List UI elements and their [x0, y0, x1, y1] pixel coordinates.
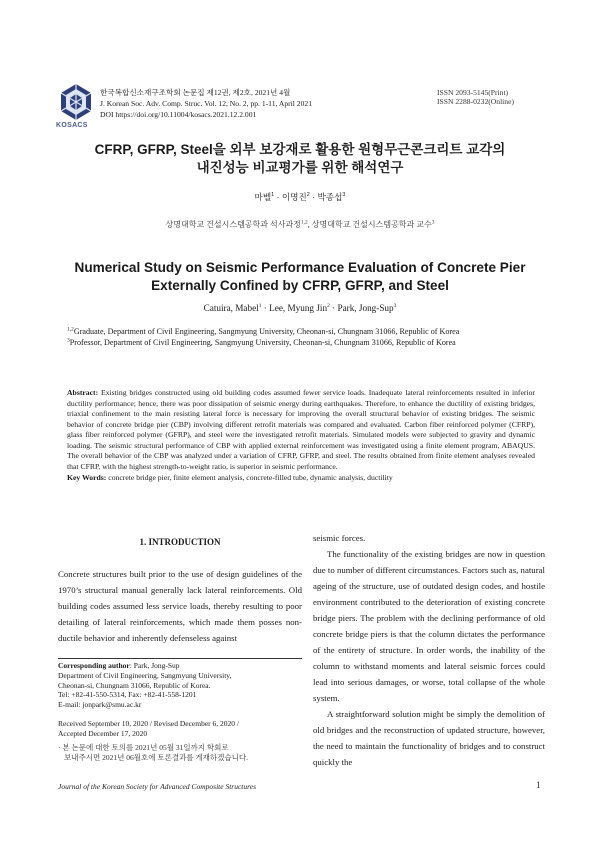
footer-journal-name: Journal of the Korean Society for Advanced Composite Structures [58, 782, 257, 791]
doi-line[interactable]: DOI https://doi.org/10.11004/kosacs.2021.12.2.001 [100, 110, 257, 119]
discussion-note: · 본 논문에 대한 토의를 2021년 05월 31일까지 학회로 보내주시면 2021년 06월호에 토론결과를 게재하겠습니다. [58, 743, 249, 762]
intro-paragraph-1: Concrete structures built prior to the use of design guidelines of the 1970’s structural manual generally lack lateral reinforcements. Old building codes assumed less service loads, thereby resulting to poor detailing of lateral reinforcements, which made them posses non-ductile behavior and inherently defenseless against [58, 569, 302, 643]
journal-korean-line: 한국복합신소재구조학회 논문집 제12권, 제2호, 2021년 4월 [100, 88, 291, 97]
kosacs-logo-icon [58, 82, 94, 122]
intro-right-column [313, 530, 545, 770]
issn-online: ISSN 2288-0232(Online) [437, 97, 514, 106]
issn-print: ISSN 2093-5145(Print) [437, 88, 509, 97]
keywords-text: concrete bridge pier, finite element analysis, concrete-filled tube, dynamic analysis, ductility [108, 473, 393, 482]
footnote-divider [58, 658, 302, 659]
english-author-3: Park, Jong-Sup [337, 303, 394, 313]
intro-paragraph-1-end: seismic forces. [313, 533, 366, 543]
intro-paragraph-3: A straightforward solution might be simply the demolition of old bridges and the reconstruction of updated structure, however, the need to maintain the functionality of bridges and to construct quickly the [313, 709, 545, 767]
corresponding-email[interactable]: E-mail: jonpark@smu.ac.kr [58, 700, 142, 710]
journal-citation-line: J. Korean Soc. Adv. Comp. Struc. Vol. 12, No. 2, pp. 1-11, April 2021 [100, 99, 312, 108]
korean-author-2: 이명진 [281, 192, 307, 202]
page-number: 1 [536, 780, 541, 790]
english-title-line2: Externally Confined by CFRP, GFRP, and Steel [151, 278, 449, 293]
english-author-1: Catuira, Mabel [203, 303, 259, 313]
english-affiliation-2: $^3$Professor, Department of Civil Engineering, Sangmyung University, Cheonan-si, Chungnam 31066, Republic of Korea [67, 337, 456, 347]
section-heading-introduction: 1. INTRODUCTION [139, 537, 221, 547]
korean-author-3: 박종섭 [317, 192, 343, 202]
korean-title-line2: 내진성능 비교평가를 위한 해석연구 [196, 160, 404, 175]
english-author-2: Lee, Myung Jin [269, 303, 328, 313]
kosacs-logo [58, 82, 94, 122]
keywords: Key Words: concrete bridge pier, finite element analysis, concrete-filled tube, dynamic analysis, ductility [67, 473, 393, 482]
korean-title-line1: CFRP, GFRP, Steel을 외부 보강재로 활용한 원형무근콘크리트 교각의 [94, 142, 506, 157]
english-affiliation-1: $^{1,2}$Graduate, Department of Civil Engineering, Sangmyung University, Cheonan-si, Chungnam 31066, Republic of Korea [67, 326, 460, 336]
abstract-text: Existing bridges constructed using old building codes assumed fewer service loads. Inadequate lateral reinforcements resulted in inferior ductility performance; hence, there was poor dissipation of seismic energy during earthquakes. Therefore, to enhance the ductility of existing bridges, triaxial confinement to the main resisting lateral force is necessary for improving the overall structural behavior of existing bridges. The seismic behavior of concrete bridge pier (CBP) involving different retrofit materials was compared and evaluated. Carbon fiber reinforced polymer (CFRP), glass fiber reinforced polymer (GFRP), and steel were the investigated retrofit materials. Simulated models were subjected to gravity and dynamic loading. The seismic structural performance of CBP with applied external reinforcement was investigated using a finite element program, ABAQUS. The overall behavior of the CBP was analyzed under a variation of CFRP, GFRP, and steel. The results obtained from finite element analyses revealed that CFRP, with the highest strength-to-weight ratio, is superior in seismic performance. [67, 388, 535, 471]
english-title-line1: Numerical Study on Seismic Performance Evaluation of Concrete Pier [74, 260, 526, 275]
english-authors: Catuira, Mabel$^1$ · Lee, Myung Jin$^2$ · Park, Jong-Sup$^3$ [203, 302, 397, 313]
korean-affiliation: 상명대학교 건설시스템공학과 석사과정$^{1,2}$, 상명대학교 건설시스템공학과 교수$^3$ [165, 219, 435, 229]
corresponding-author: Corresponding author: Park, Jong-Sup Department of Civil Engineering, Sangmyung University, Cheonan-si, Chungnam 31066, Republic of Korea. Tel: +82-41-550-5314, Fax: +82-41-558-1201 E-mail: jonpark@smu.ac.kr [58, 661, 302, 710]
logo-text: KOSACS [56, 122, 88, 129]
korean-authors: 마벨$^1$ · 이명진$^2$ · 박종섭$^3$ [254, 192, 346, 202]
received-dates: Received September 10, 2020 / Revised December 6, 2020 / Accepted December 17, 2020 [58, 719, 239, 738]
intro-paragraph-2: The functionality of the existing bridges are now in question due to number of different circumstances. Factors such as, natural ageing of the structure, use of outdated design codes, and hostile environment contributed to the deterioration of existing concrete bridge piers. The problem with the declining performance of old concrete bridge piers is that the column dictates the performance of the entirety of structure. In order words, the inability of the column to withstand moments and lateral seismic forces could lead into serious damages, or worse, total collapse of the whole system. [313, 549, 545, 703]
intro-left-column [58, 566, 302, 646]
korean-author-1: 마벨 [254, 192, 272, 202]
abstract: Abstract: Existing bridges constructed using old building codes assumed fewer service loads. Inadequate lateral reinforcements resulted in inferior ductility performance; hence, there was poor dissipation of seismic energy during earthquakes. Therefore, to enhance the ductility of existing bridges, triaxial confinement to the main resisting lateral force is necessary for improving the overall structural behavior of existing bridges. The seismic behavior of concrete bridge pier (CBP) involving different retrofit materials was compared and evaluated. Carbon fiber reinforced polymer (CFRP), glass fiber reinforced polymer (GFRP), and steel were the investigated retrofit materials. Simulated models were subjected to gravity and dynamic loading. The seismic structural performance of CBP with applied external reinforcement was investigated using a finite element program, ABAQUS. The overall behavior of the CBP was analyzed under a variation of CFRP, GFRP, and steel. The results obtained from finite element analyses revealed that CFRP, with the highest strength-to-weight ratio, is superior in seismic performance. [67, 388, 535, 471]
